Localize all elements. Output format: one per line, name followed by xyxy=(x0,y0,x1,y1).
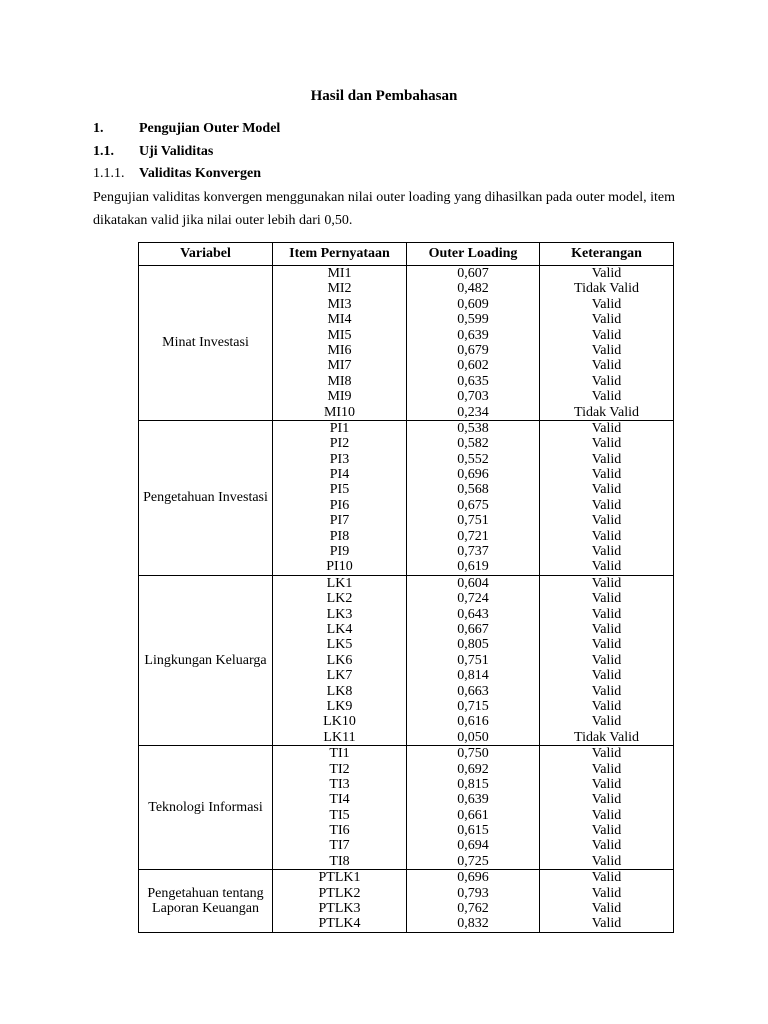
status-text: Valid xyxy=(591,792,622,808)
section-title: Validitas Konvergen xyxy=(139,166,261,181)
status-text: Tidak Valid xyxy=(574,404,639,420)
variable-cell xyxy=(139,746,273,870)
loading-value: 0,694 xyxy=(457,838,489,854)
loading-value: 0,805 xyxy=(457,637,489,653)
loading-value: 0,725 xyxy=(457,853,489,869)
loading-cell xyxy=(407,746,540,870)
loading-value: 0,661 xyxy=(457,807,489,823)
loading-cell xyxy=(407,420,540,575)
status-text: Valid xyxy=(591,683,622,699)
loading-value: 0,721 xyxy=(457,528,489,544)
item-code: PI7 xyxy=(329,513,350,529)
status-text: Valid xyxy=(591,342,622,358)
status-cell xyxy=(540,746,674,870)
status-cell xyxy=(540,575,674,745)
header-outer-loading: Outer Loading xyxy=(407,243,540,266)
status-text: Valid xyxy=(591,901,622,917)
status-cell xyxy=(540,266,674,421)
table-row-group xyxy=(139,266,674,421)
variable-label: Teknologi Informasi xyxy=(148,800,263,816)
item-code: TI4 xyxy=(329,792,350,808)
status-text: Tidak Valid xyxy=(574,729,639,745)
item-cell xyxy=(273,575,407,745)
page-title: Hasil dan Pembahasan xyxy=(310,88,458,104)
status-text: Valid xyxy=(591,698,622,714)
item-code: MI6 xyxy=(327,342,352,358)
loading-value: 0,696 xyxy=(457,870,489,886)
item-code: MI9 xyxy=(327,389,352,405)
loading-value: 0,635 xyxy=(457,373,489,389)
item-code: MI2 xyxy=(327,281,352,297)
item-code: MI10 xyxy=(323,404,356,420)
variable-cell xyxy=(139,575,273,745)
item-cell xyxy=(273,870,407,933)
body-paragraph: Pengujian validitas konvergen menggunakan nilai outer loading yang dihasilkan pada outer model, item dikatakan valid jika nilai outer lebih dari 0,50. xyxy=(93,190,675,228)
status-text: Valid xyxy=(591,746,622,762)
status-text: Valid xyxy=(591,870,622,886)
item-code: PTLK3 xyxy=(318,901,361,917)
table-header-row xyxy=(139,243,674,266)
status-text: Valid xyxy=(591,761,622,777)
status-text: Valid xyxy=(591,467,622,483)
status-text: Valid xyxy=(591,652,622,668)
status-text: Valid xyxy=(591,591,622,607)
loading-value: 0,568 xyxy=(457,482,489,498)
status-text: Valid xyxy=(591,451,622,467)
status-text: Valid xyxy=(591,885,622,901)
loading-value: 0,607 xyxy=(457,266,489,281)
item-code: PTLK2 xyxy=(318,885,361,901)
item-code: PI6 xyxy=(329,497,350,513)
item-code: TI1 xyxy=(329,746,350,762)
loading-cell xyxy=(407,870,540,933)
section-title: Uji Validitas xyxy=(139,144,214,159)
loading-value: 0,814 xyxy=(457,668,489,684)
item-code: LK9 xyxy=(326,698,353,714)
variable-cell xyxy=(139,870,273,933)
status-text: Valid xyxy=(591,621,622,637)
loading-value: 0,750 xyxy=(457,746,489,762)
variable-label: Lingkungan Keluarga xyxy=(144,652,267,668)
item-cell xyxy=(273,266,407,421)
item-code: PI1 xyxy=(329,420,350,436)
item-code: TI5 xyxy=(329,807,350,823)
loading-value: 0,696 xyxy=(457,467,489,483)
loading-value: 0,751 xyxy=(457,513,489,529)
loading-value: 0,615 xyxy=(457,823,489,839)
loading-value: 0,050 xyxy=(457,729,489,745)
status-cell xyxy=(540,420,674,575)
loading-value: 0,679 xyxy=(457,342,489,358)
loading-value: 0,552 xyxy=(457,451,489,467)
loading-value: 0,737 xyxy=(457,544,489,560)
item-code: LK3 xyxy=(326,606,353,622)
status-text: Valid xyxy=(591,266,622,281)
item-code: MI1 xyxy=(327,266,352,281)
item-cell xyxy=(273,746,407,870)
status-text: Valid xyxy=(591,296,622,312)
item-code: MI3 xyxy=(327,296,352,312)
variable-label: Minat Investasi xyxy=(162,335,249,351)
item-code: LK8 xyxy=(326,683,353,699)
variable-cell xyxy=(139,266,273,421)
status-text: Valid xyxy=(591,373,622,389)
section-number: 1. xyxy=(93,121,104,136)
status-text: Valid xyxy=(591,544,622,560)
status-text: Valid xyxy=(591,327,622,343)
status-text: Valid xyxy=(591,606,622,622)
loading-value: 0,604 xyxy=(457,575,489,591)
loading-value: 0,692 xyxy=(457,761,489,777)
variable-label: Pengetahuan Investasi xyxy=(143,490,268,506)
loading-value: 0,663 xyxy=(457,683,489,699)
outer-loading-table xyxy=(138,242,674,933)
status-text: Valid xyxy=(591,528,622,544)
loading-value: 0,639 xyxy=(457,327,489,343)
loading-value: 0,602 xyxy=(457,358,489,374)
status-text: Valid xyxy=(591,389,622,405)
section-number: 1.1. xyxy=(93,144,114,159)
status-text: Valid xyxy=(591,776,622,792)
item-code: LK2 xyxy=(326,591,353,607)
item-code: PI8 xyxy=(329,528,350,544)
loading-value: 0,643 xyxy=(457,606,489,622)
header-keterangan: Keterangan xyxy=(540,243,674,266)
loading-value: 0,599 xyxy=(457,312,489,328)
status-cell xyxy=(540,870,674,933)
header-item-pernyataan: Item Pernyataan xyxy=(273,243,407,266)
loading-cell xyxy=(407,266,540,421)
item-code: PI2 xyxy=(329,436,350,452)
item-code: MI7 xyxy=(327,358,352,374)
item-code: LK11 xyxy=(323,729,356,745)
item-code: TI2 xyxy=(329,761,350,777)
status-text: Valid xyxy=(591,853,622,869)
loading-value: 0,619 xyxy=(457,559,489,575)
status-text: Valid xyxy=(591,575,622,591)
loading-value: 0,793 xyxy=(457,885,489,901)
item-code: MI5 xyxy=(327,327,352,343)
status-text: Valid xyxy=(591,497,622,513)
loading-value: 0,715 xyxy=(457,698,489,714)
item-code: MI4 xyxy=(327,312,352,328)
loading-value: 0,582 xyxy=(457,436,489,452)
variable-cell xyxy=(139,420,273,575)
item-code: TI8 xyxy=(329,853,350,869)
loading-value: 0,751 xyxy=(457,652,489,668)
loading-value: 0,538 xyxy=(457,420,489,436)
item-code: PI4 xyxy=(329,467,350,483)
status-text: Tidak Valid xyxy=(574,281,639,297)
variable-label: Pengetahuan tentang Laporan Keuangan xyxy=(147,886,264,917)
loading-value: 0,616 xyxy=(457,714,489,730)
status-text: Valid xyxy=(591,482,622,498)
status-text: Valid xyxy=(591,559,622,575)
item-code: PI3 xyxy=(329,451,350,467)
loading-value: 0,609 xyxy=(457,296,489,312)
loading-value: 0,724 xyxy=(457,591,489,607)
item-code: LK7 xyxy=(326,668,353,684)
loading-value: 0,832 xyxy=(457,916,489,932)
loading-value: 0,639 xyxy=(457,792,489,808)
status-text: Valid xyxy=(591,358,622,374)
status-text: Valid xyxy=(591,916,622,932)
section-number: 1.1.1. xyxy=(93,166,125,181)
status-text: Valid xyxy=(591,513,622,529)
loading-value: 0,675 xyxy=(457,497,489,513)
table-row-group xyxy=(139,420,674,575)
status-text: Valid xyxy=(591,714,622,730)
item-code: PTLK4 xyxy=(318,916,361,932)
item-code: LK4 xyxy=(326,621,353,637)
table-row-group xyxy=(139,575,674,745)
item-code: MI8 xyxy=(327,373,352,389)
loading-value: 0,667 xyxy=(457,621,489,637)
status-text: Valid xyxy=(591,420,622,436)
loading-value: 0,234 xyxy=(457,404,489,420)
item-code: PI9 xyxy=(329,544,350,560)
status-text: Valid xyxy=(591,668,622,684)
item-code: TI6 xyxy=(329,823,350,839)
header-variabel: Variabel xyxy=(139,243,273,266)
item-code: PTLK1 xyxy=(318,870,361,886)
status-text: Valid xyxy=(591,312,622,328)
loading-value: 0,762 xyxy=(457,901,489,917)
table-row-group xyxy=(139,870,674,933)
table-row-group xyxy=(139,746,674,870)
loading-value: 0,482 xyxy=(457,281,489,297)
item-code: LK10 xyxy=(323,714,356,730)
loading-cell xyxy=(407,575,540,745)
status-text: Valid xyxy=(591,637,622,653)
loading-value: 0,703 xyxy=(457,389,489,405)
item-cell xyxy=(273,420,407,575)
item-code: LK5 xyxy=(326,637,353,653)
item-code: PI5 xyxy=(329,482,350,498)
section-title: Pengujian Outer Model xyxy=(139,121,281,136)
item-code: LK1 xyxy=(326,575,353,591)
item-code: LK6 xyxy=(326,652,353,668)
status-text: Valid xyxy=(591,823,622,839)
section-heading-1-1 xyxy=(93,143,213,160)
section-heading-1 xyxy=(93,120,280,137)
loading-value: 0,815 xyxy=(457,776,489,792)
item-code: TI7 xyxy=(329,838,350,854)
status-text: Valid xyxy=(591,807,622,823)
status-text: Valid xyxy=(591,838,622,854)
status-text: Valid xyxy=(591,436,622,452)
section-heading-1-1-1 xyxy=(93,165,261,182)
item-code: PI10 xyxy=(326,559,353,575)
item-code: TI3 xyxy=(329,776,350,792)
